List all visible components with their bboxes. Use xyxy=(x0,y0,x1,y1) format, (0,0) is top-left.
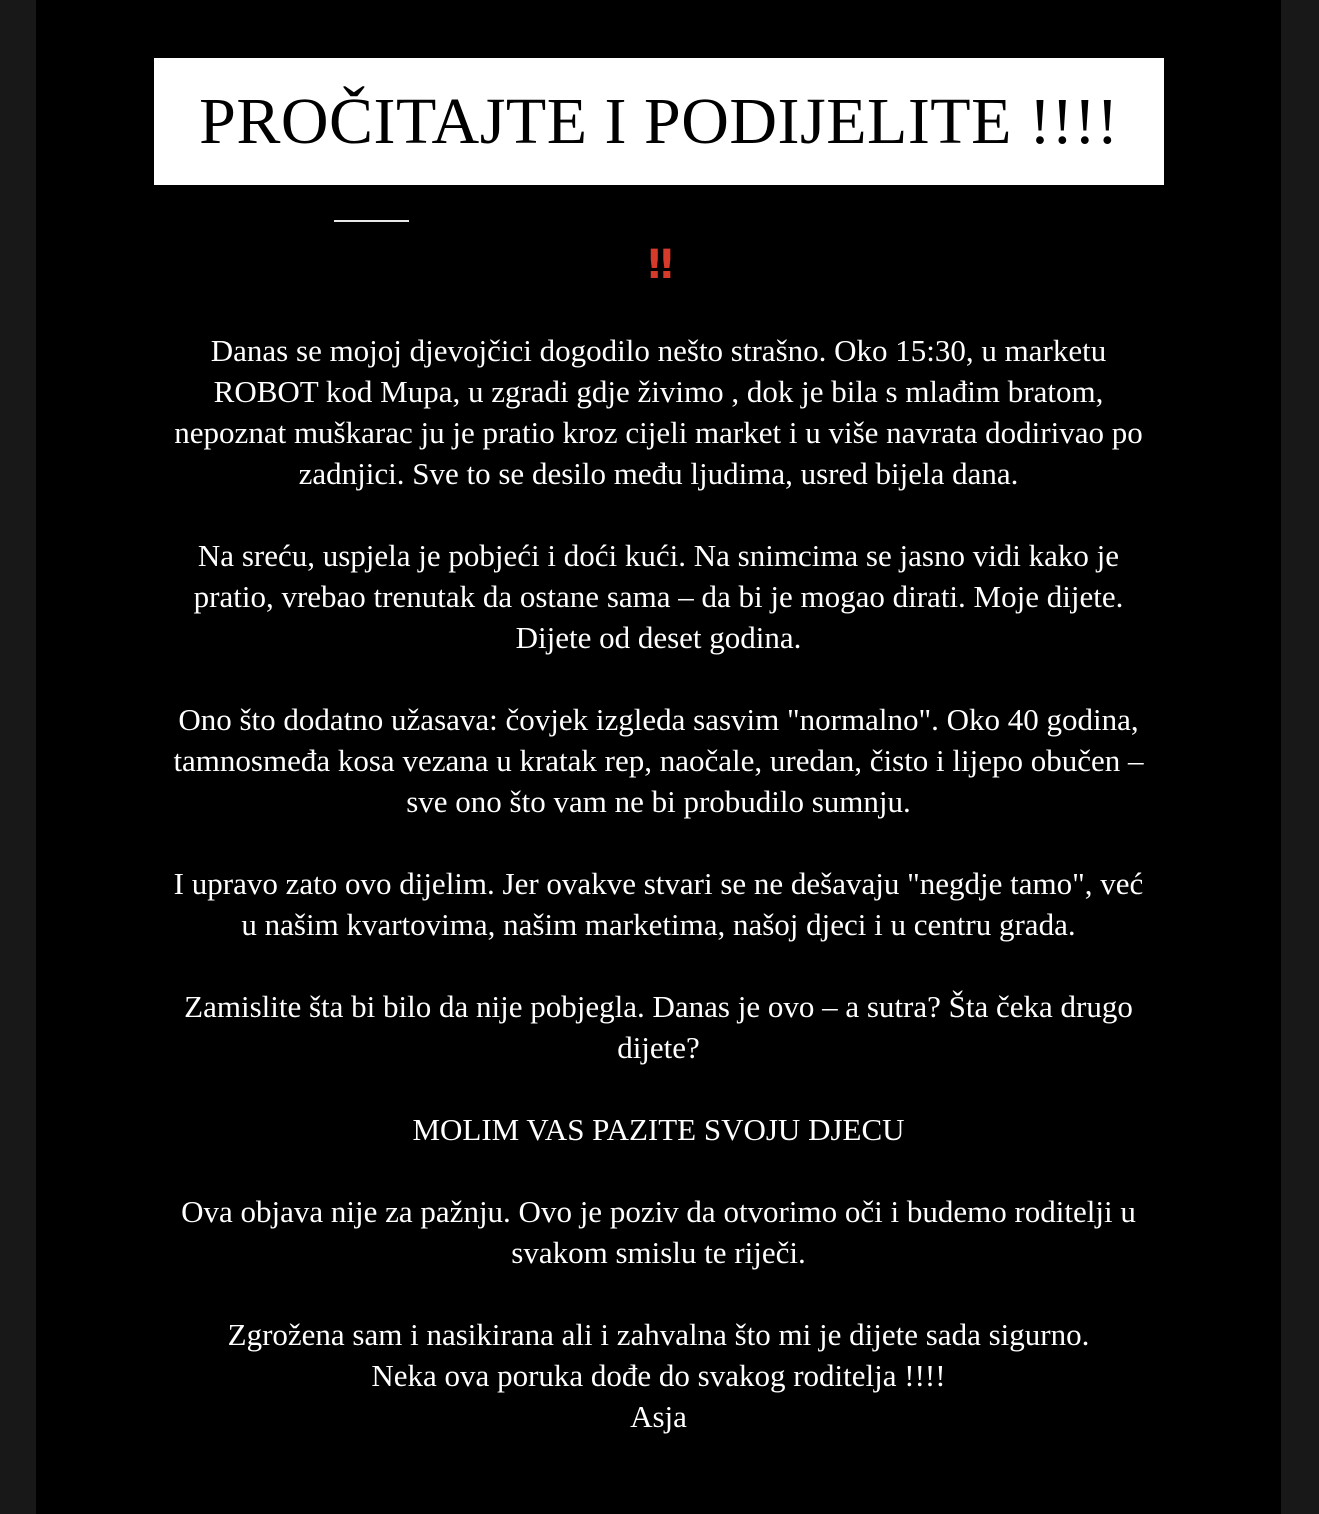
signoff: Zgrožena sam i nasikirana ali i zahvalna što mi je dijete sada sigurno. Neka ova poruka dođe do svakog roditelja !!!! Asja xyxy=(227,1317,1090,1434)
paragraph-reason: I upravo zato ovo dijelim. Jer ovakve stvari se ne dešavaju "negdje tamo", već u našim kvartovima, našim marketima, našoj djeci i u centru grada. xyxy=(173,866,1144,942)
paragraph-escape: Na sreću, uspjela je pobjeći i doći kući. Na snimcima se jasno vidi kako je pratio, vrebao trenutak da ostane sama – da bi je mogao dirati. Moje dijete. Dijete od deset godina. xyxy=(193,538,1124,655)
left-frame-edge xyxy=(0,0,36,1514)
paragraph-closing: Ova objava nije za pažnju. Ovo je poziv da otvorimo oči i budemo roditelji u svakom smislu te riječi. xyxy=(181,1194,1136,1270)
paragraph-incident: Danas se mojoj djevojčici dogodilo nešto strašno. Oko 15:30, u marketu ROBOT kod Mupa, u zgradi gdje živimo , dok je bila s mlađim bratom, nepoznat muškarac ju je pratio kroz cijeli market i u više navrata dodirivao po zadnjici. Sve to se desilo među ljudima, usred bijela dana. xyxy=(174,333,1143,491)
double-exclamation-icon: ‼ xyxy=(647,242,670,288)
post-heading: MOLIM VAS PAZITE SVOJU DJECU xyxy=(412,1112,905,1147)
banner-title: PROČITAJTE I PODIJELITE !!!! xyxy=(199,84,1119,158)
paragraph-description: Ono što dodatno užasava: čovjek izgleda sasvim "normalno". Oko 40 godina, tamnosmeđa kosa vezana u kratak rep, naočale, uredan, čisto i lijepo obučen – sve ono što vam ne bi probudilo sumnju. xyxy=(173,702,1144,819)
title-banner xyxy=(154,58,1164,185)
post-body xyxy=(36,330,1281,1437)
banner-underline-mark xyxy=(334,220,409,222)
paragraph-imagine: Zamislite šta bi bilo da nije pobjegla. Danas je ovo – a sutra? Šta čeka drugo dijete? xyxy=(184,989,1133,1065)
right-frame-edge xyxy=(1281,0,1319,1514)
story-post xyxy=(36,0,1281,1514)
